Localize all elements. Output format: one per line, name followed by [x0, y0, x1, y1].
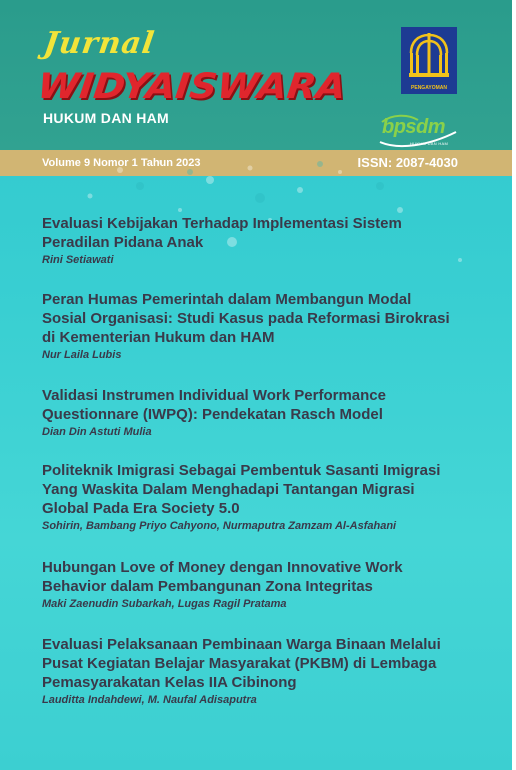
- logo-caption: PENGAYOMAN: [411, 85, 447, 91]
- article-authors: Rini Setiawati: [42, 254, 114, 266]
- issn-number: ISSN: 2087-4030: [357, 155, 458, 170]
- journal-main-title: WIDYAISWARA: [35, 66, 349, 107]
- article-title: Validasi Instrumen Individual Work Performance Questionnare (IWPQ): Pendekatan Rasch Model: [42, 387, 386, 423]
- volume-info: Volume 9 Nomor 1 Tahun 2023: [42, 157, 201, 169]
- article-title: Peran Humas Pemerintah dalam Membangun Modal Sosial Organisasi: Studi Kasus pada Reformasi Birokrasi di Kementerian Hukum dan HAM: [42, 291, 450, 346]
- article-authors: Lauditta Indahdewi, M. Naufal Adisaputra: [42, 694, 257, 706]
- bpsdm-wordmark: bpsdm: [382, 116, 446, 138]
- journal-subtitle: HUKUM DAN HAM: [43, 110, 169, 126]
- article-3[interactable]: [42, 386, 482, 439]
- article-title: Evaluasi Pelaksanaan Pembinaan Warga Binaan Melalui Pusat Kegiatan Belajar Masyarakat (PKBM) di Lembaga Pemasyarakatan Kelas IIA Cibinong: [42, 636, 441, 691]
- article-title: Politeknik Imigrasi Sebagai Pembentuk Sasanti Imigrasi Yang Waskita Dalam Menghadapi Tantangan Migrasi Global Pada Era Society 5.0: [42, 462, 441, 517]
- volume-band: [0, 150, 512, 176]
- article-1[interactable]: [42, 214, 482, 267]
- cover-header: [0, 0, 512, 150]
- article-authors: Maki Zaenudin Subarkah, Lugas Ragil Pratama: [42, 598, 287, 610]
- page-edge: [512, 0, 516, 770]
- journal-script-title: Jurnal: [41, 26, 157, 61]
- article-authors: Nur Laila Lubis: [42, 349, 122, 361]
- article-5[interactable]: [42, 558, 482, 611]
- article-title: Evaluasi Kebijakan Terhadap Implementasi Sistem Peradilan Pidana Anak: [42, 215, 402, 251]
- article-2[interactable]: [42, 290, 482, 362]
- article-authors: Dian Din Astuti Mulia: [42, 426, 152, 438]
- bpsdm-logo: [378, 110, 458, 155]
- article-4[interactable]: [42, 461, 482, 533]
- article-title: Hubungan Love of Money dengan Innovative Work Behavior dalam Pembangunan Zona Integritas: [42, 559, 403, 595]
- article-authors: Sohirin, Bambang Priyo Cahyono, Nurmaputra Zamzam Al-Asfahani: [42, 520, 397, 532]
- bpsdm-tagline: HUKUM DAN HAM: [410, 141, 449, 146]
- pengayoman-logo: [401, 27, 457, 94]
- pengayoman-emblem-icon: [401, 27, 457, 87]
- article-6[interactable]: [42, 635, 482, 707]
